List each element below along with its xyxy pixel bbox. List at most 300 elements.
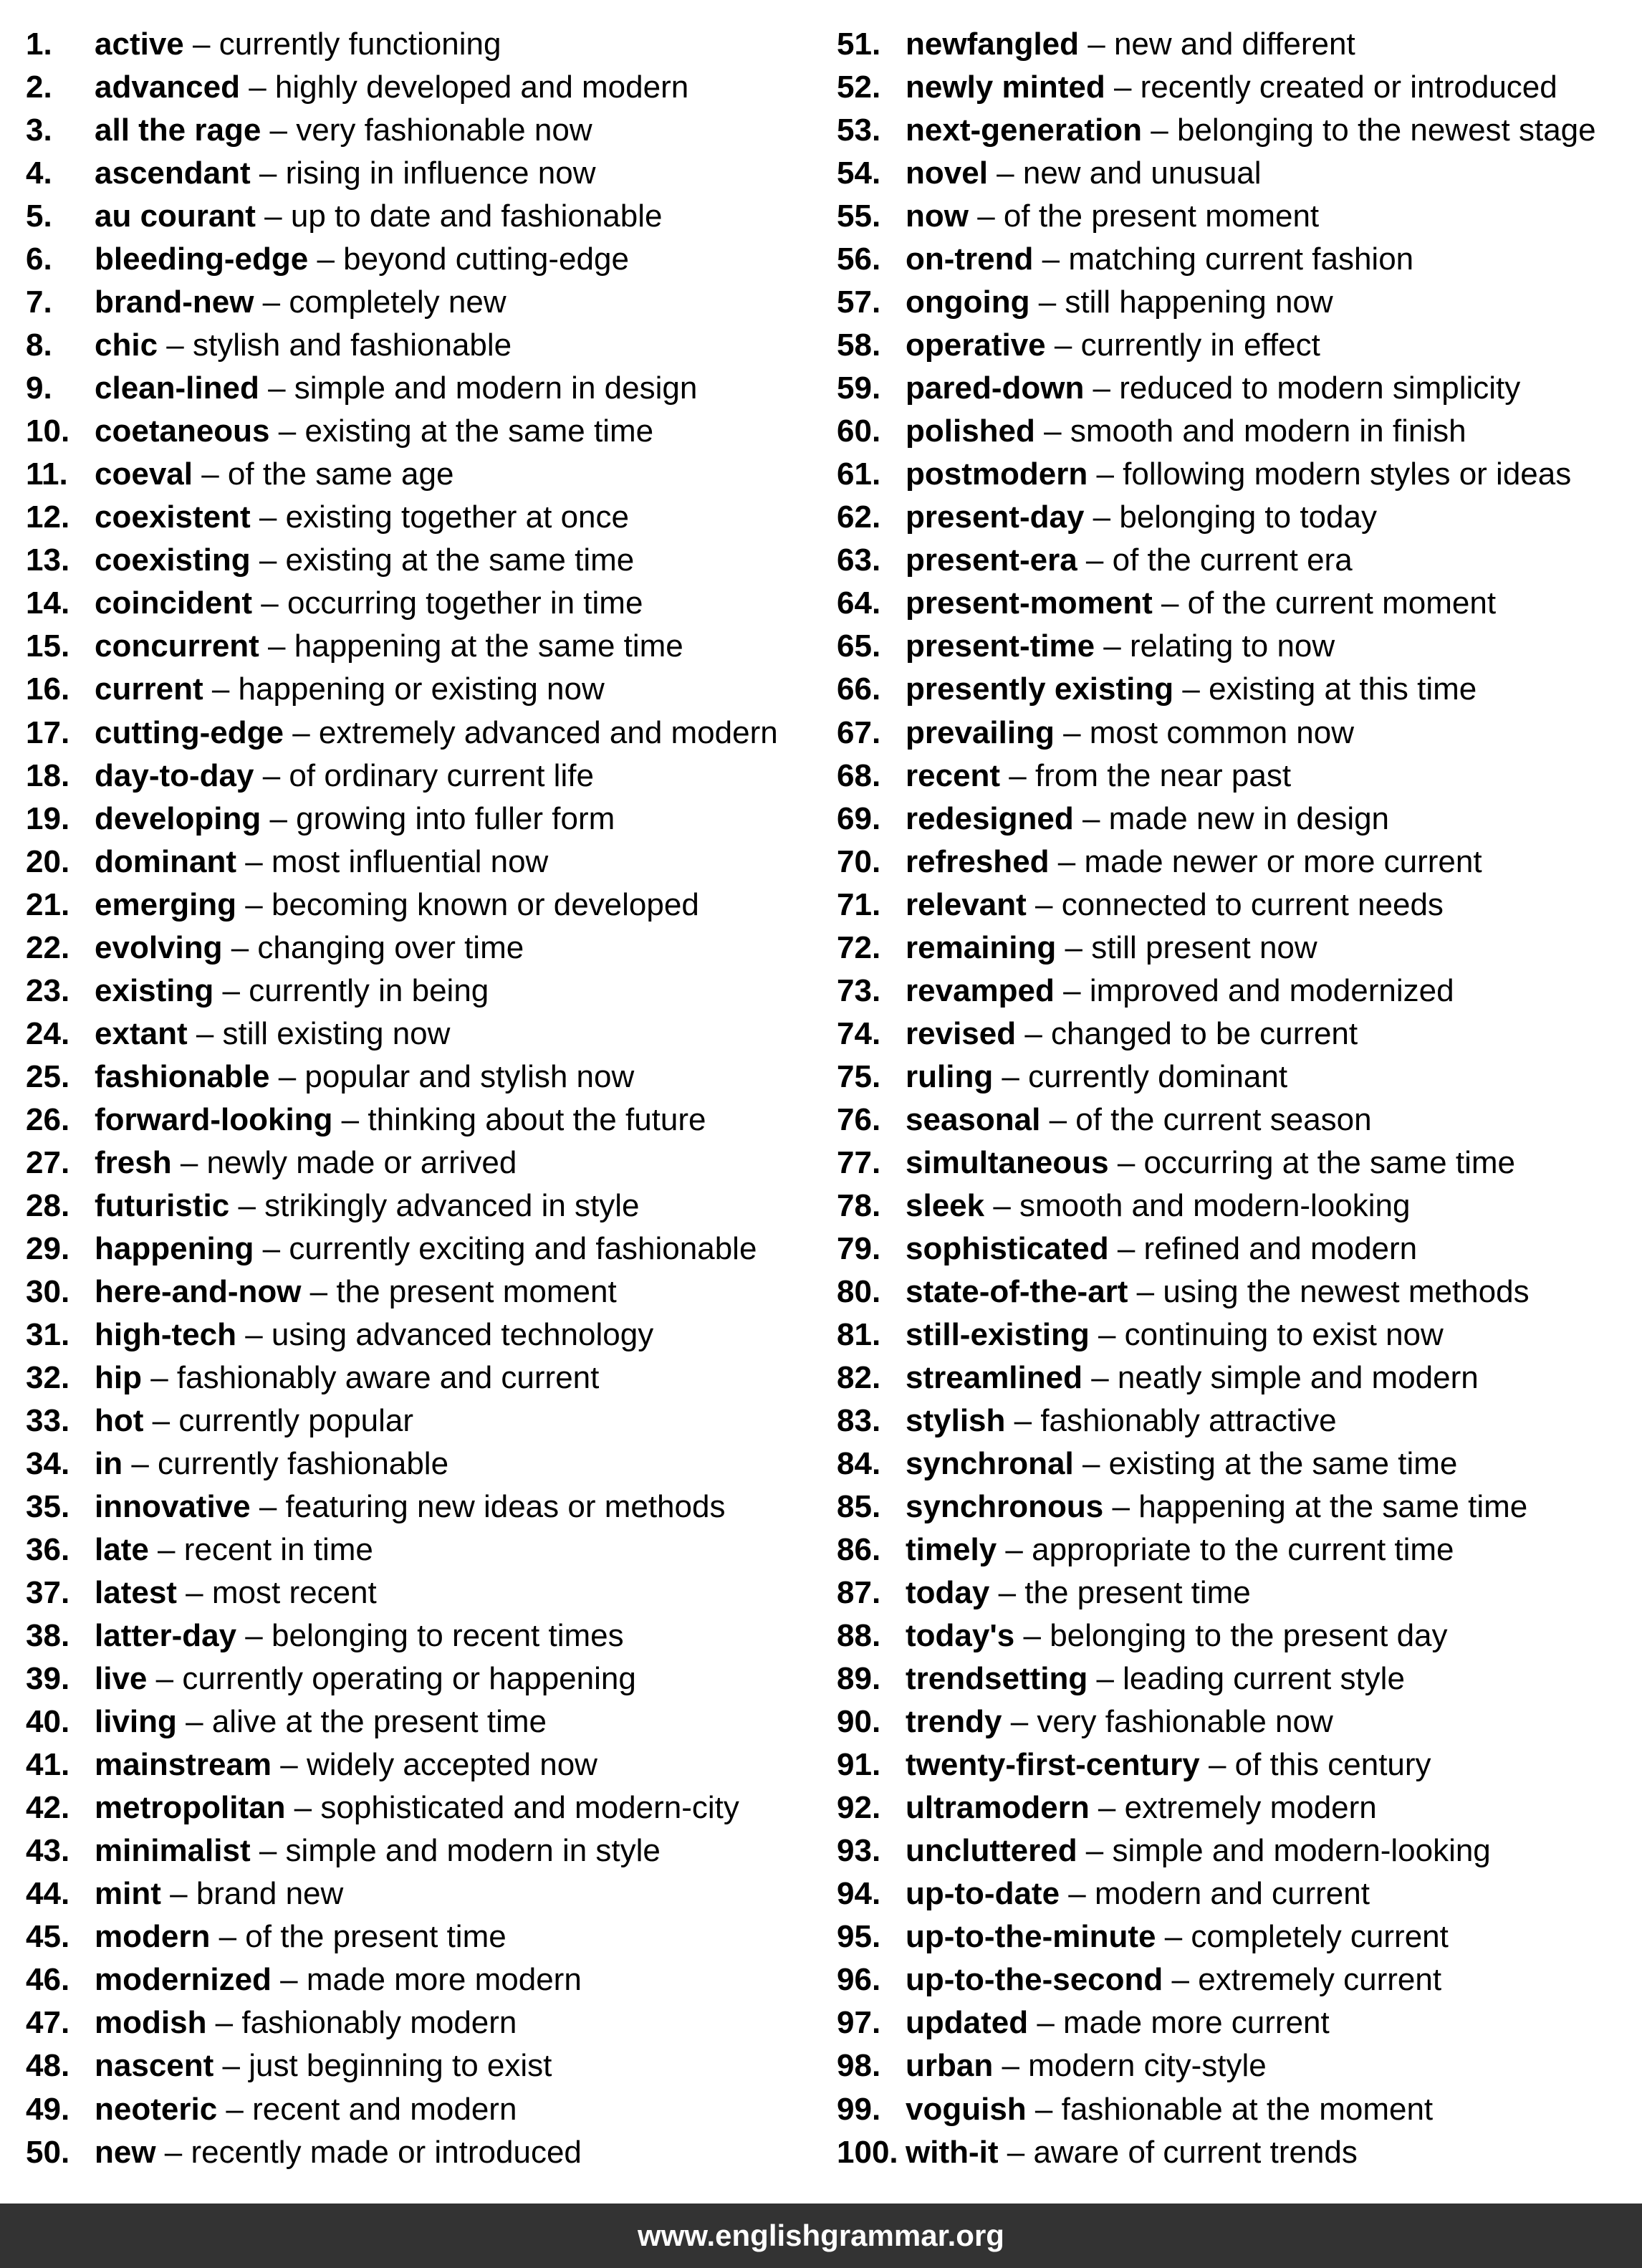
word-entry — [26, 152, 835, 195]
word-entry — [837, 1571, 1632, 1614]
entry-term: late — [95, 1532, 149, 1568]
entry-text — [95, 367, 697, 410]
entry-number: 80. — [837, 1273, 881, 1309]
entry-separator: – — [1156, 1919, 1191, 1955]
entry-separator: – — [255, 198, 291, 234]
entry-text — [906, 1657, 1405, 1700]
entry-definition: widely accepted now — [306, 1747, 597, 1783]
entry-separator: – — [1163, 1962, 1199, 1998]
entry-text — [95, 1142, 517, 1185]
word-list-left-column — [26, 23, 835, 2174]
entry-number: 97. — [837, 2005, 881, 2041]
entry-number: 48. — [26, 2048, 70, 2084]
word-entry — [837, 1314, 1632, 1357]
entry-text — [95, 1228, 757, 1271]
entry-number: 29. — [26, 1230, 70, 1266]
entry-text — [906, 324, 1320, 367]
entry-term: present-day — [906, 499, 1085, 535]
word-entry — [26, 1485, 835, 1528]
word-entry — [837, 970, 1632, 1013]
entry-definition: of the current era — [1112, 542, 1353, 578]
entry-number: 22. — [26, 929, 70, 965]
entry-definition: existing together at once — [285, 499, 629, 535]
entry-term: modernized — [95, 1962, 272, 1998]
word-entry — [837, 2001, 1632, 2044]
entry-term: postmodern — [906, 456, 1088, 492]
entry-text — [906, 1614, 1448, 1657]
entry-term: latest — [95, 1575, 177, 1611]
entry-separator: – — [158, 327, 193, 363]
entry-number: 51. — [837, 27, 881, 62]
entry-term: synchronal — [906, 1446, 1074, 1482]
entry-definition: new and unusual — [1022, 155, 1262, 191]
entry-definition: made new in design — [1108, 800, 1390, 836]
word-entry — [837, 582, 1632, 625]
entry-term: updated — [906, 2005, 1029, 2041]
entry-text — [95, 1571, 377, 1614]
entry-text — [95, 2044, 552, 2087]
entry-term: up-to-date — [906, 1876, 1060, 1912]
entry-definition: existing at the same time — [304, 413, 654, 449]
entry-number: 41. — [26, 1747, 70, 1783]
entry-number: 39. — [26, 1661, 70, 1697]
entry-number: 79. — [837, 1230, 881, 1266]
entry-text — [95, 1958, 582, 2001]
entry-definition: popular and stylish now — [304, 1058, 635, 1094]
entry-term: ultramodern — [906, 1790, 1090, 1826]
entry-number: 71. — [837, 886, 881, 922]
word-entry — [837, 927, 1632, 970]
entry-number: 54. — [837, 155, 881, 191]
entry-term: present-moment — [906, 585, 1153, 621]
entry-number: 94. — [837, 1876, 881, 1912]
entry-separator: – — [236, 886, 272, 922]
entry-text — [906, 539, 1353, 582]
entry-separator: – — [155, 2134, 191, 2170]
entry-separator: – — [1152, 585, 1188, 621]
entry-term: fresh — [95, 1144, 172, 1180]
entry-term: nascent — [95, 2048, 214, 2084]
entry-separator: – — [1045, 327, 1081, 363]
entry-separator: – — [987, 155, 1023, 191]
entry-text — [906, 582, 1496, 625]
word-entry — [837, 1958, 1632, 2001]
entry-separator: – — [1173, 671, 1209, 707]
entry-separator: – — [236, 843, 272, 879]
entry-term: state-of-the-art — [906, 1273, 1128, 1309]
entry-separator: – — [968, 198, 1004, 234]
entry-separator: – — [254, 1230, 289, 1266]
entry-text — [906, 625, 1335, 668]
entry-number: 57. — [837, 284, 881, 320]
word-entry — [26, 755, 835, 798]
word-entry — [26, 453, 835, 496]
word-entry — [26, 324, 835, 367]
entry-number: 82. — [837, 1359, 881, 1395]
entry-text — [906, 1228, 1417, 1271]
word-entry — [837, 195, 1632, 238]
entry-term: newfangled — [906, 27, 1080, 62]
entry-term: sleek — [906, 1187, 985, 1223]
entry-definition: extremely advanced and modern — [318, 714, 778, 750]
entry-term: existing — [95, 972, 214, 1008]
entry-separator: – — [261, 800, 297, 836]
word-entry — [837, 453, 1632, 496]
entry-text — [906, 1485, 1527, 1528]
word-entry — [837, 2088, 1632, 2131]
entry-text — [906, 496, 1377, 539]
entry-text — [906, 238, 1413, 281]
entry-definition: made more current — [1063, 2005, 1330, 2041]
entry-text — [95, 668, 605, 711]
entry-text — [906, 1743, 1431, 1786]
entry-text — [906, 367, 1520, 410]
entry-text — [95, 1399, 413, 1442]
entry-separator: – — [285, 1790, 321, 1826]
word-entry — [837, 496, 1632, 539]
entry-separator: – — [250, 499, 286, 535]
entry-term: ruling — [906, 1058, 994, 1094]
entry-term: concurrent — [95, 628, 259, 664]
word-entry — [26, 1571, 835, 1614]
entry-number: 26. — [26, 1101, 70, 1137]
entry-text — [906, 798, 1389, 841]
entry-separator: – — [1095, 628, 1130, 664]
word-entry — [26, 410, 835, 453]
word-entry — [26, 841, 835, 884]
entry-term: neoteric — [95, 2091, 218, 2127]
word-entry — [26, 281, 835, 324]
entry-definition: of the current season — [1075, 1101, 1372, 1137]
entry-separator: – — [993, 2048, 1029, 2084]
entry-number: 49. — [26, 2091, 70, 2127]
entry-number: 69. — [837, 800, 881, 836]
entry-term: relevant — [906, 886, 1027, 922]
entry-text — [95, 1185, 640, 1228]
entry-term: latter-day — [95, 1618, 237, 1654]
entry-definition: simple and modern-looking — [1112, 1833, 1491, 1869]
word-entry — [837, 755, 1632, 798]
entry-text — [95, 238, 629, 281]
entry-number: 98. — [837, 2048, 881, 2084]
word-entry — [26, 195, 835, 238]
entry-separator: – — [1088, 456, 1123, 492]
entry-definition: connected to current needs — [1061, 886, 1444, 922]
entry-separator: – — [239, 70, 275, 105]
entry-definition: simple and modern in style — [285, 1833, 661, 1869]
entry-number: 66. — [837, 671, 881, 707]
entry-term: innovative — [95, 1489, 251, 1525]
entry-definition: recent and modern — [252, 2091, 517, 2127]
entry-definition: made newer or more current — [1084, 843, 1482, 879]
entry-number: 58. — [837, 327, 881, 363]
entry-text — [906, 927, 1317, 970]
word-entry — [837, 668, 1632, 711]
entry-number: 12. — [26, 499, 70, 535]
entry-text — [95, 1056, 634, 1099]
entry-term: prevailing — [906, 714, 1055, 750]
entry-number: 4. — [26, 155, 52, 191]
entry-number: 86. — [837, 1532, 881, 1568]
entry-text — [95, 410, 653, 453]
entry-text — [95, 1013, 450, 1056]
entry-separator: – — [1108, 1144, 1144, 1180]
entry-number: 84. — [837, 1446, 881, 1482]
entry-separator: – — [236, 1316, 272, 1352]
entry-separator: – — [989, 1575, 1025, 1611]
entry-separator: – — [1000, 757, 1035, 793]
word-entry — [26, 1829, 835, 1872]
entry-separator: – — [254, 284, 289, 320]
entry-number: 1. — [26, 27, 52, 62]
entry-separator: – — [213, 2048, 249, 2084]
word-entry — [26, 1099, 835, 1142]
entry-text — [95, 1099, 706, 1142]
entry-definition: still existing now — [222, 1015, 451, 1051]
entry-text — [95, 970, 489, 1013]
word-entry — [837, 2044, 1632, 2087]
entry-number: 52. — [837, 70, 881, 105]
entry-definition: currently functioning — [219, 27, 501, 62]
entry-definition: featuring new ideas or methods — [285, 1489, 726, 1525]
word-entry — [837, 281, 1632, 324]
word-entry — [26, 496, 835, 539]
entry-separator: – — [1016, 1015, 1052, 1051]
entry-term: living — [95, 1704, 177, 1740]
entry-separator: – — [1142, 113, 1177, 148]
entry-separator: – — [1014, 1618, 1050, 1654]
entry-term: high-tech — [95, 1316, 236, 1352]
entry-number: 70. — [837, 843, 881, 879]
entry-term: up-to-the-minute — [906, 1919, 1156, 1955]
entry-number: 81. — [837, 1316, 881, 1352]
entry-number: 19. — [26, 800, 70, 836]
entry-term: up-to-the-second — [906, 1962, 1163, 1998]
entry-definition: currently popular — [178, 1403, 414, 1438]
word-entry — [837, 1915, 1632, 1958]
entry-number: 3. — [26, 113, 52, 148]
entry-definition: modern city-style — [1028, 2048, 1267, 2084]
entry-definition: belonging to the present day — [1050, 1618, 1448, 1654]
entry-term: coincident — [95, 585, 253, 621]
entry-number: 75. — [837, 1058, 881, 1094]
word-entry — [26, 1743, 835, 1786]
word-entry — [26, 625, 835, 668]
entry-term: coetaneous — [95, 413, 270, 449]
entry-term: modish — [95, 2005, 207, 2041]
word-list-right-column — [837, 23, 1632, 2174]
entry-text — [95, 496, 629, 539]
entry-number: 2. — [26, 70, 52, 105]
entry-number: 43. — [26, 1833, 70, 1869]
entry-number: 72. — [837, 929, 881, 965]
entry-definition: reduced to modern simplicity — [1119, 370, 1521, 406]
word-entry — [837, 410, 1632, 453]
entry-number: 23. — [26, 972, 70, 1008]
entry-separator: – — [993, 1058, 1029, 1094]
entry-separator: – — [250, 1833, 286, 1869]
entry-number: 87. — [837, 1575, 881, 1611]
entry-number: 10. — [26, 413, 70, 449]
entry-number: 36. — [26, 1532, 70, 1568]
entry-definition: occurring at the same time — [1143, 1144, 1515, 1180]
word-entry — [837, 1872, 1632, 1915]
word-entry — [26, 367, 835, 410]
entry-number: 31. — [26, 1316, 70, 1352]
entry-number: 15. — [26, 628, 70, 664]
word-entry — [26, 238, 835, 281]
entry-separator: – — [1084, 370, 1120, 406]
entry-separator: – — [143, 1403, 179, 1438]
entry-text — [95, 1614, 624, 1657]
entry-term: synchronous — [906, 1489, 1104, 1525]
footer-website-url[interactable]: www.englishgrammar.org — [638, 2219, 1004, 2252]
entry-number: 88. — [837, 1618, 881, 1654]
entry-number: 56. — [837, 241, 881, 277]
entry-definition: changing over time — [257, 929, 524, 965]
entry-number: 50. — [26, 2134, 70, 2170]
entry-definition: still present now — [1091, 929, 1317, 965]
entry-number: 25. — [26, 1058, 70, 1094]
entry-definition: from the near past — [1035, 757, 1292, 793]
entry-separator: – — [1005, 1403, 1041, 1438]
entry-definition: fashionably attractive — [1040, 1403, 1337, 1438]
entry-term: now — [906, 198, 969, 234]
entry-term: here-and-now — [95, 1273, 302, 1309]
entry-term: day-to-day — [95, 757, 254, 793]
word-entry — [837, 324, 1632, 367]
entry-text — [95, 66, 688, 109]
word-entry — [837, 1743, 1632, 1786]
entry-term: revamped — [906, 972, 1055, 1008]
entry-term: new — [95, 2134, 156, 2170]
entry-term: active — [95, 27, 184, 62]
entry-text — [95, 281, 506, 324]
entry-separator: – — [250, 1489, 286, 1525]
entry-term: evolving — [95, 929, 223, 965]
entry-separator: – — [222, 929, 258, 965]
entry-text — [906, 109, 1596, 152]
entry-definition: currently operating or happening — [182, 1661, 636, 1697]
entry-separator: – — [236, 1618, 272, 1654]
entry-text — [95, 1743, 597, 1786]
entry-text — [95, 798, 615, 841]
word-entry — [837, 23, 1632, 66]
word-entry — [837, 1700, 1632, 1743]
entry-separator: – — [229, 1187, 265, 1223]
entry-number: 6. — [26, 241, 52, 277]
entry-number: 62. — [837, 499, 881, 535]
word-entry — [837, 1614, 1632, 1657]
entry-term: emerging — [95, 886, 237, 922]
entry-definition: recent in time — [183, 1532, 373, 1568]
entry-number: 27. — [26, 1144, 70, 1180]
entry-text — [906, 23, 1355, 66]
entry-text — [95, 1700, 547, 1743]
entry-text — [906, 1528, 1454, 1571]
entry-number: 47. — [26, 2005, 70, 2041]
entry-definition: of the present time — [245, 1919, 506, 1955]
entry-number: 33. — [26, 1403, 70, 1438]
entry-term: chic — [95, 327, 158, 363]
entry-definition: continuing to exist now — [1124, 1316, 1444, 1352]
entry-separator: – — [997, 1532, 1032, 1568]
entry-number: 99. — [837, 2091, 881, 2127]
word-entry — [837, 1485, 1632, 1528]
entry-definition: existing at this time — [1209, 671, 1477, 707]
word-entry — [26, 1399, 835, 1442]
entry-separator: – — [187, 1015, 223, 1051]
word-entry — [837, 884, 1632, 927]
entry-definition: of this century — [1234, 1747, 1431, 1783]
entry-number: 35. — [26, 1489, 70, 1525]
entry-text — [906, 755, 1291, 798]
entry-text — [906, 712, 1354, 755]
entry-definition: of ordinary current life — [289, 757, 594, 793]
word-entry — [837, 1228, 1632, 1271]
entry-text — [906, 1872, 1370, 1915]
entry-text — [906, 1442, 1457, 1485]
entry-definition: currently in being — [249, 972, 489, 1008]
entry-number: 16. — [26, 671, 70, 707]
entry-separator: – — [1077, 542, 1113, 578]
entry-definition: of the same age — [227, 456, 454, 492]
entry-definition: growing into fuller form — [296, 800, 615, 836]
entry-text — [95, 1357, 599, 1399]
entry-number: 96. — [837, 1962, 881, 1998]
entry-separator: – — [123, 1446, 158, 1482]
entry-definition: rising in influence now — [285, 155, 596, 191]
entry-definition: recently created or introduced — [1140, 70, 1557, 105]
entry-definition: the present time — [1024, 1575, 1251, 1611]
word-entry — [26, 539, 835, 582]
word-entry — [837, 1528, 1632, 1571]
entry-text — [906, 1786, 1377, 1829]
entry-separator: – — [259, 370, 294, 406]
entry-definition: using the newest methods — [1163, 1273, 1530, 1309]
entry-text — [95, 539, 634, 582]
entry-definition: fashionable at the moment — [1061, 2091, 1434, 2127]
entry-term: redesigned — [906, 800, 1074, 836]
word-entry — [837, 367, 1632, 410]
entry-definition: fashionably aware and current — [176, 1359, 600, 1395]
entry-separator: – — [176, 1704, 212, 1740]
entry-term: bleeding-edge — [95, 241, 309, 277]
entry-text — [906, 970, 1454, 1013]
word-entry — [837, 1357, 1632, 1399]
entry-text — [906, 1829, 1491, 1872]
entry-definition: currently in effect — [1080, 327, 1320, 363]
entry-number: 78. — [837, 1187, 881, 1223]
word-entry — [26, 1915, 835, 1958]
entry-term: present-era — [906, 542, 1077, 578]
entry-separator: – — [141, 1359, 177, 1395]
entry-definition: beyond cutting-edge — [343, 241, 629, 277]
entry-separator: – — [1128, 1273, 1163, 1309]
word-entry — [26, 66, 835, 109]
entry-text — [906, 1099, 1372, 1142]
entry-term: still-existing — [906, 1316, 1090, 1352]
entry-number: 37. — [26, 1575, 70, 1611]
entry-text — [906, 281, 1333, 324]
entry-separator: – — [1040, 1101, 1076, 1137]
entry-separator: – — [1034, 413, 1070, 449]
entry-number: 18. — [26, 757, 70, 793]
entry-separator: – — [1002, 1704, 1037, 1740]
entry-text — [95, 1314, 653, 1357]
word-entry — [26, 927, 835, 970]
entry-number: 64. — [837, 585, 881, 621]
